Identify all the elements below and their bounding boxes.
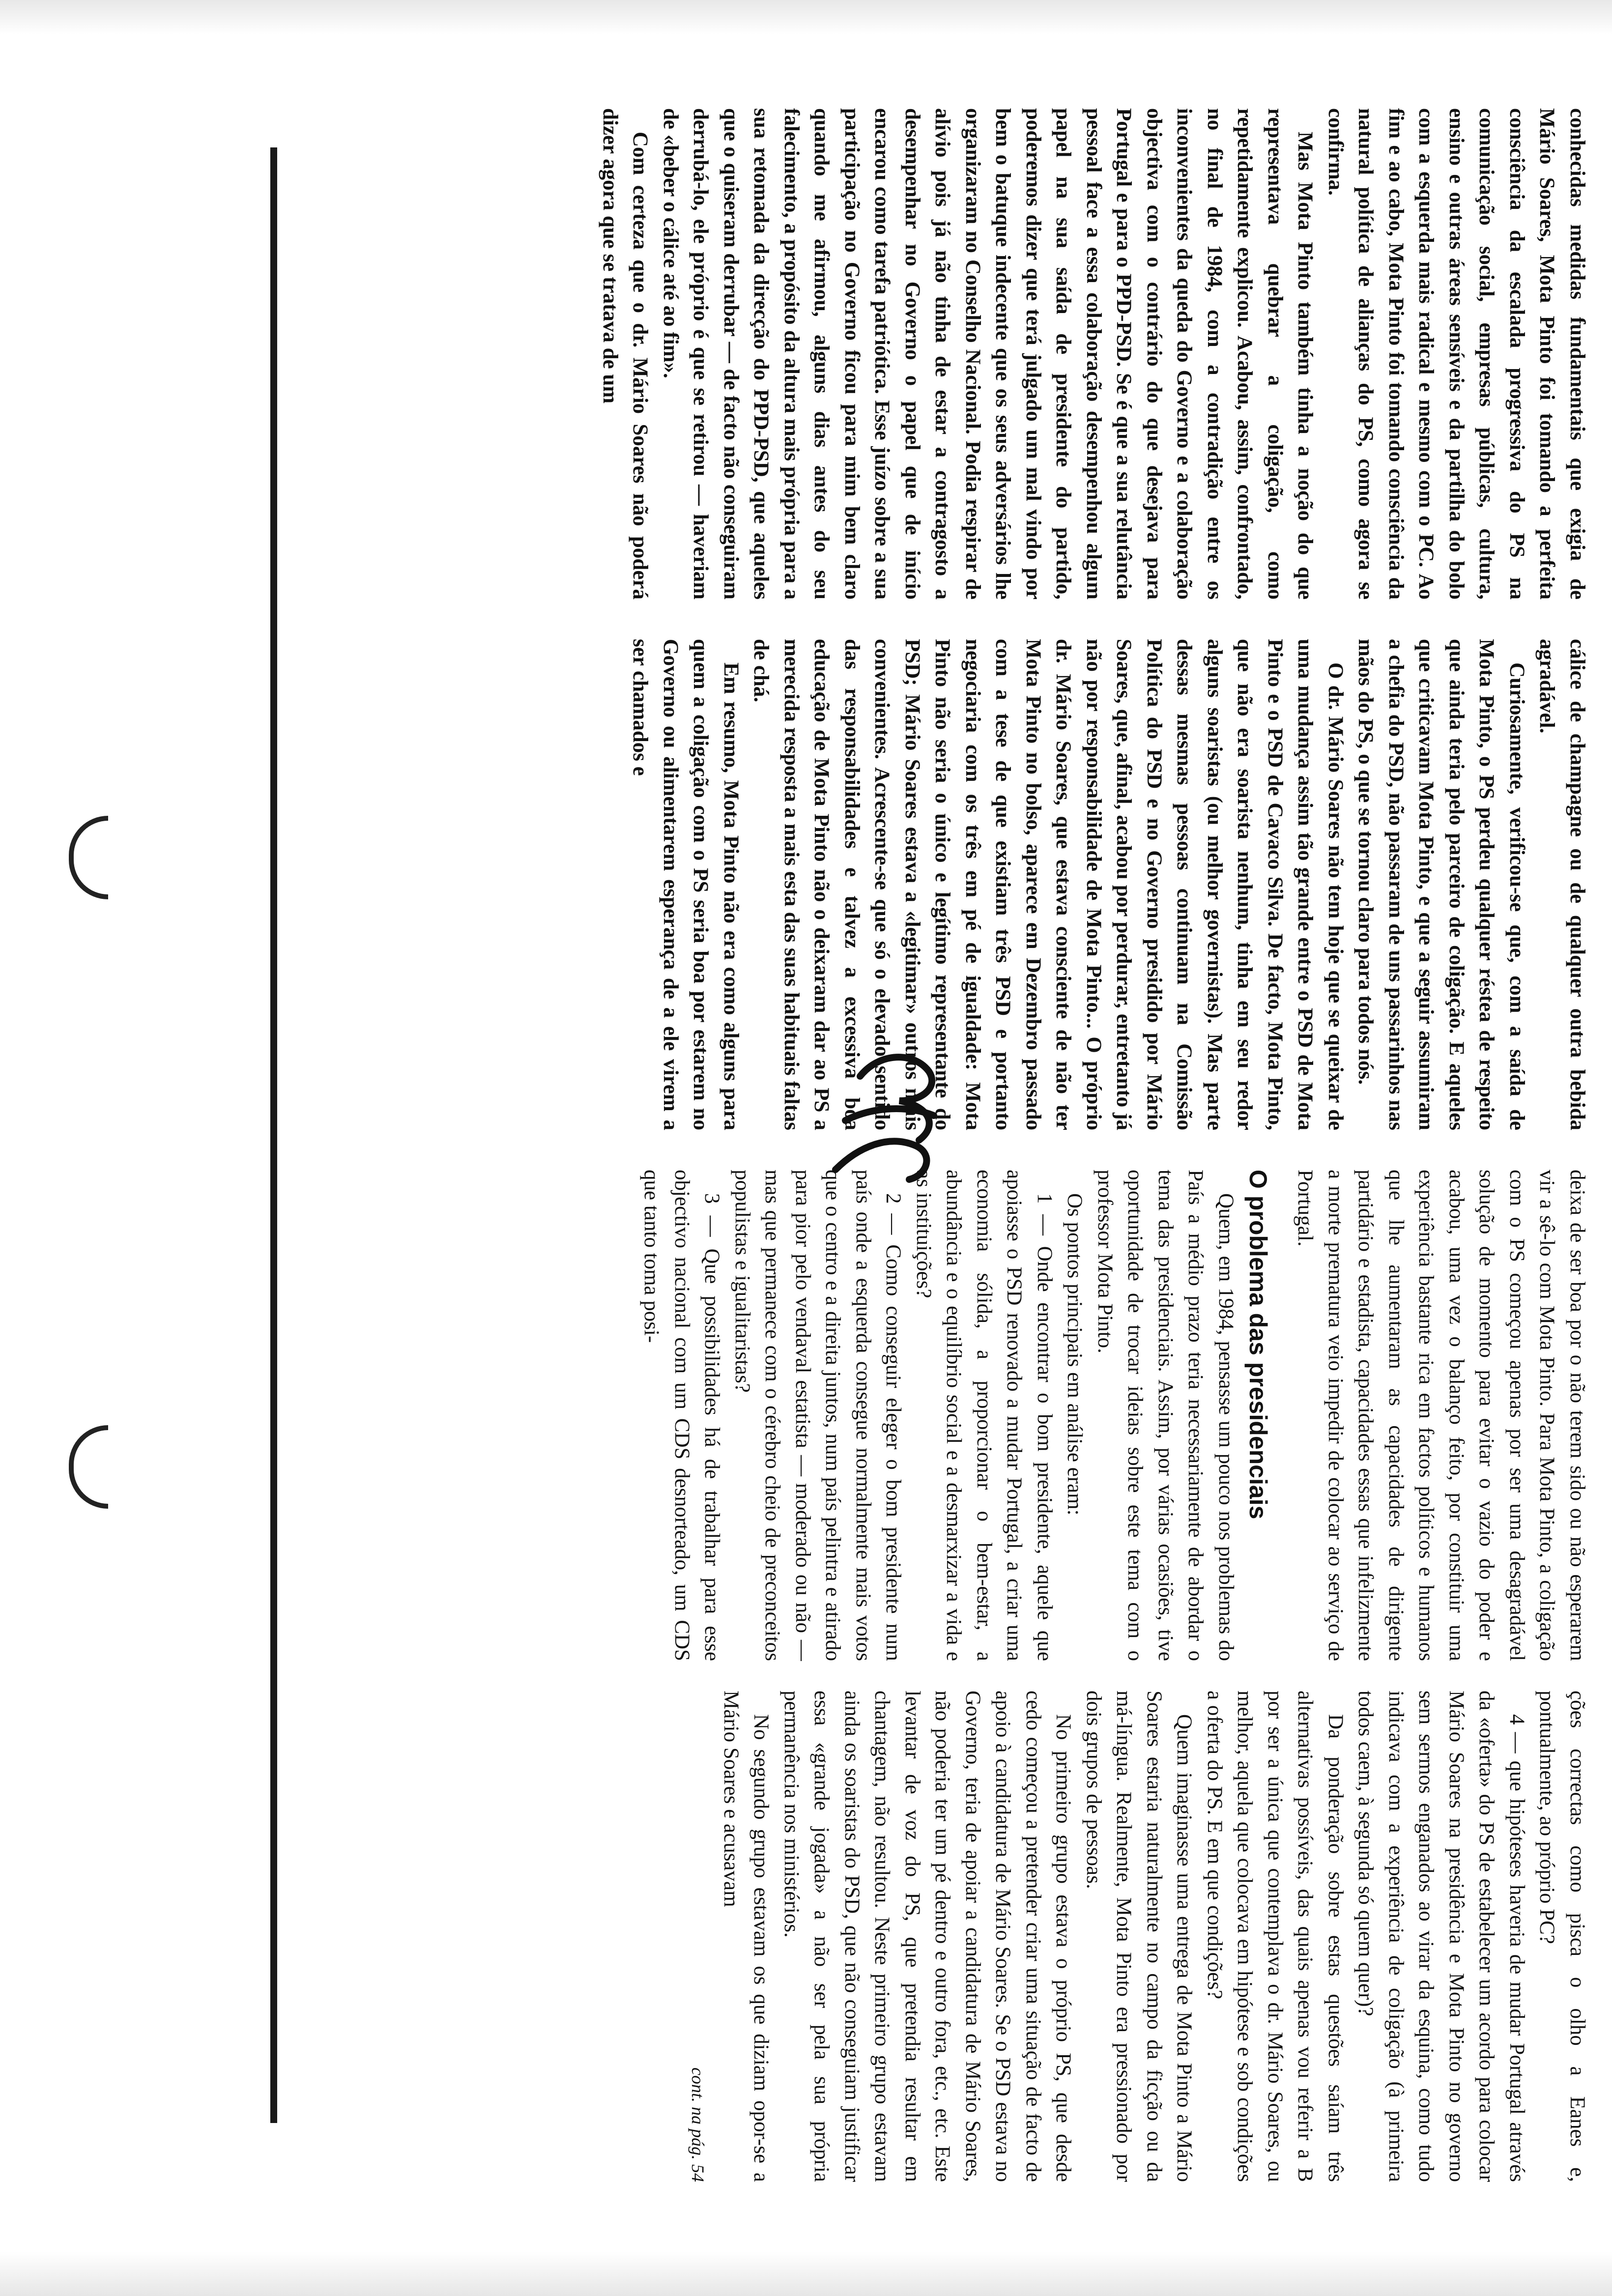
paragraph: Quem, em 1984, pensasse um pouco nos problemas do País a médio prazo teria necessariamente de abordar o tema das presidenciais. Assim, por várias ocasiões, tive oportunidade de trocar ideias sobre este tema com o professor Mota Pinto. xyxy=(1094,1170,1238,1661)
binder-hole-mark xyxy=(69,816,108,899)
paragraph: 2 — Como conseguir eleger o bom presidente num país onde a esquerda consegue normalmente mais votos que o centro e a direita juntos, num país pelintra e atirado para pior pelo vendaval estatista — moderado ou não — mas que permanece com o cérebro cheio de preconceitos populistas e igualitaristas? xyxy=(731,1170,905,1661)
paragraph: No segundo grupo estavam os que diziam opor-se a Mário Soares e acusavam xyxy=(720,1691,773,2182)
paragraph: Mas Mota Pinto também tinha a noção do que representava quebrar a coligação, como repetidamente explicou. Acabou, assim, confrontado, no final de 1984, com a contradição entre os inconvenientes da queda do Governo e a colaboração objectiva com o contrário do que desejava para Portugal e para o PPD-PSD. Se é que a sua relutância pessoal face a essa colaboração desempenhou algum papel na sua saída de presidente do partido, poderemos dizer que terá julgado um mal vindo por bem o batuque indecente que os seus adversários lhe organizaram no Conselho Nacional. Podia respirar de alívio pois já não tinha de estar a contragosto a desempenhar no Governo o papel que de início encarou como tarefa patriótica. Esse juízo sobre a sua participação no Governo ficou para mim bem claro quando me afirmou, alguns dias antes do seu falecimento, a propósito da altura mais própria para a sua retomada da direcção do PPD-PSD, que aqueles que o quiseram derrubar — de facto não conseguiram derrubá-lo, ele próprio é que se retirou — haveriam de «beber o cálice até ao fim». xyxy=(659,108,1317,600)
paragraph: deixa de ser boa por o não terem sido ou não esperarem vir a sê-lo com Mota Pinto. Para Mota Pinto, a coligação com o PS começou apenas por ser uma desagradável solução de momento para evitar o vazio do poder e acabou, uma vez o balanço feito, por constituir uma experiência bastante rica em factos políticos e humanos que lhe aumentaram as capacidades de dirigente partidário e estadista, capacidades essas que infelizmente a morte prematura veio impedir de colocar ao serviço de Portugal. xyxy=(1294,1170,1589,1661)
article-body xyxy=(305,108,1592,2192)
column-2 xyxy=(305,639,1592,1130)
binder-hole-mark xyxy=(69,1425,108,1509)
paragraph: O dr. Mário Soares não tem hoje que se queixar de uma mudança assim tão grande entre o PSD de Mota Pinto e o PSD de Cavaco Silva. De facto, Mota Pinto, que não era soarista nenhum, tinha em seu redor alguns soaristas (ou melhor governistas). Mas parte dessas mesmas pessoas continuam na Comissão Política do PSD e no Governo presidido por Mário Soares, que, afinal, acabou por perdurar, entretanto já não por responsabilidade de Mota Pinto... O próprio dr. Mário Soares, que estava consciente de não ter Mota Pinto no bolso, aparece em Dezembro passado com a tese de que existiam três PSD e portanto negociaria com os três em pé de igualdade: Mota Pinto não seria o único e legítimo representante do PSD; Mário Soares estava a «legitimar» outros mais convenientes. Acrescente-se que só o elevado sentido das responsabilidades e talvez a excessiva boa educação de Mota Pinto não o deixaram dar ao PS a merecida resposta a mais esta das suas habituais faltas de chá. xyxy=(749,639,1347,1130)
paragraph: Em resumo, Mota Pinto não era como alguns para quem a coligação com o PS seria boa por estarem no Governo ou alimentarem esperança de a ele virem a ser chamados e xyxy=(629,639,743,1130)
column-4 xyxy=(305,1691,1592,2182)
column-1 xyxy=(305,108,1592,600)
scan-edge-top xyxy=(0,0,1612,34)
section-heading: O problema das presidenciais xyxy=(1244,1170,1272,1520)
continuation-note: cont. na pág. 54 xyxy=(688,2067,708,2182)
paragraph: conhecidas medidas fundamentais que exigia de Mário Soares, Mota Pinto foi tomando a perfeita consciência da escalada progressiva do PS na comunicação social, empresas públicas, cultura, ensino e outras áreas sensíveis e da partilha do bolo com a esquerda mais radical e mesmo com o PC. Ao fim e ao cabo, Mota Pinto foi tomando consciência da natural política de alianças do PS, como agora se confirma. xyxy=(1324,108,1589,600)
paragraph: 4 — que hipóteses haveria de mudar Portugal através da «oferta» do PS de estabelecer um acordo para colocar Mário Soares na presidência e Mota Pinto no governo sem sermos enganados ao virar da esquina, como tudo indicava com a experiência de coligação (à primeira todos caem, à segunda só quem quer)? xyxy=(1354,1691,1528,2182)
paragraph: Os pontos principais em análise eram: xyxy=(1063,1193,1087,1516)
paragraph: Com certeza que o dr. Mário Soares não poderá dizer agora que se tratava de um xyxy=(599,108,652,600)
paragraph: cálice de champagne ou de qualquer outra bebida agradável. xyxy=(1535,639,1589,1130)
paragraph: 3 — Que possibilidades há de trabalhar para esse objectivo nacional com um CDS desnorteado, um CDS que tanto toma posi- xyxy=(640,1170,724,1661)
paragraph: No primeiro grupo estava o próprio PS, que desde cedo começou a pretender criar uma situação de facto de apoio à candidatura de Mário Soares. Se o PSD estava no Governo, teria de apoiar a candidatura de Mário Soares, não poderia ter um pé dentro e outro fora, etc., etc. Este levantar de voz do PS, que pretendia resultar em chantagem, não resultou. Neste primeiro grupo estavam ainda os soaristas do PSD, que não conseguiam justificar essa «grande jogada» a não ser pela sua própria permanência nos ministérios. xyxy=(780,1691,1075,2182)
paragraph: Curiosamente, verificou-se que, com a saída de Mota Pinto, o PS perdeu qualquer réstea de respeito que ainda teria pelo parceiro de coligação. E aqueles que criticavam Mota Pinto, e que a seguir assumiram a chefia do PSD, não passaram de uns passarinhos nas mãos do PS, o que se tornou claro para todos nós. xyxy=(1354,639,1528,1130)
scan-edge-bottom xyxy=(0,2252,1612,2296)
paragraph: 1 — Onde encontrar o bom presidente, aquele que apoiasse o PSD renovado a mudar Portugal, a criar uma economia sólida, a proporcionar o bem-estar, a abundância e o equilíbrio social e a desmarxizar a vida e as instituições? xyxy=(912,1170,1056,1661)
paragraph: ções correctas como pisca o olho a Eanes e, pontualmente, ao próprio PC? xyxy=(1535,1691,1589,2182)
paragraph: Quem imaginasse uma entrega de Mota Pinto a Mário Soares estaria naturalmente no campo da ficção ou da má-língua. Realmente, Mota Pinto era pressionado por dois grupos de pessoas. xyxy=(1082,1691,1196,2182)
column-rule xyxy=(270,147,277,2123)
paragraph: Da ponderação sobre estas questões saíam três alternativas possíveis, das quais apenas vou referir a B por ser a única que contemplava o dr. Mário Soares, ou melhor, aquela que colocava em hipótese e sob condições a oferta do PS. E em que condições? xyxy=(1203,1691,1347,2182)
column-3 xyxy=(305,1170,1592,1661)
